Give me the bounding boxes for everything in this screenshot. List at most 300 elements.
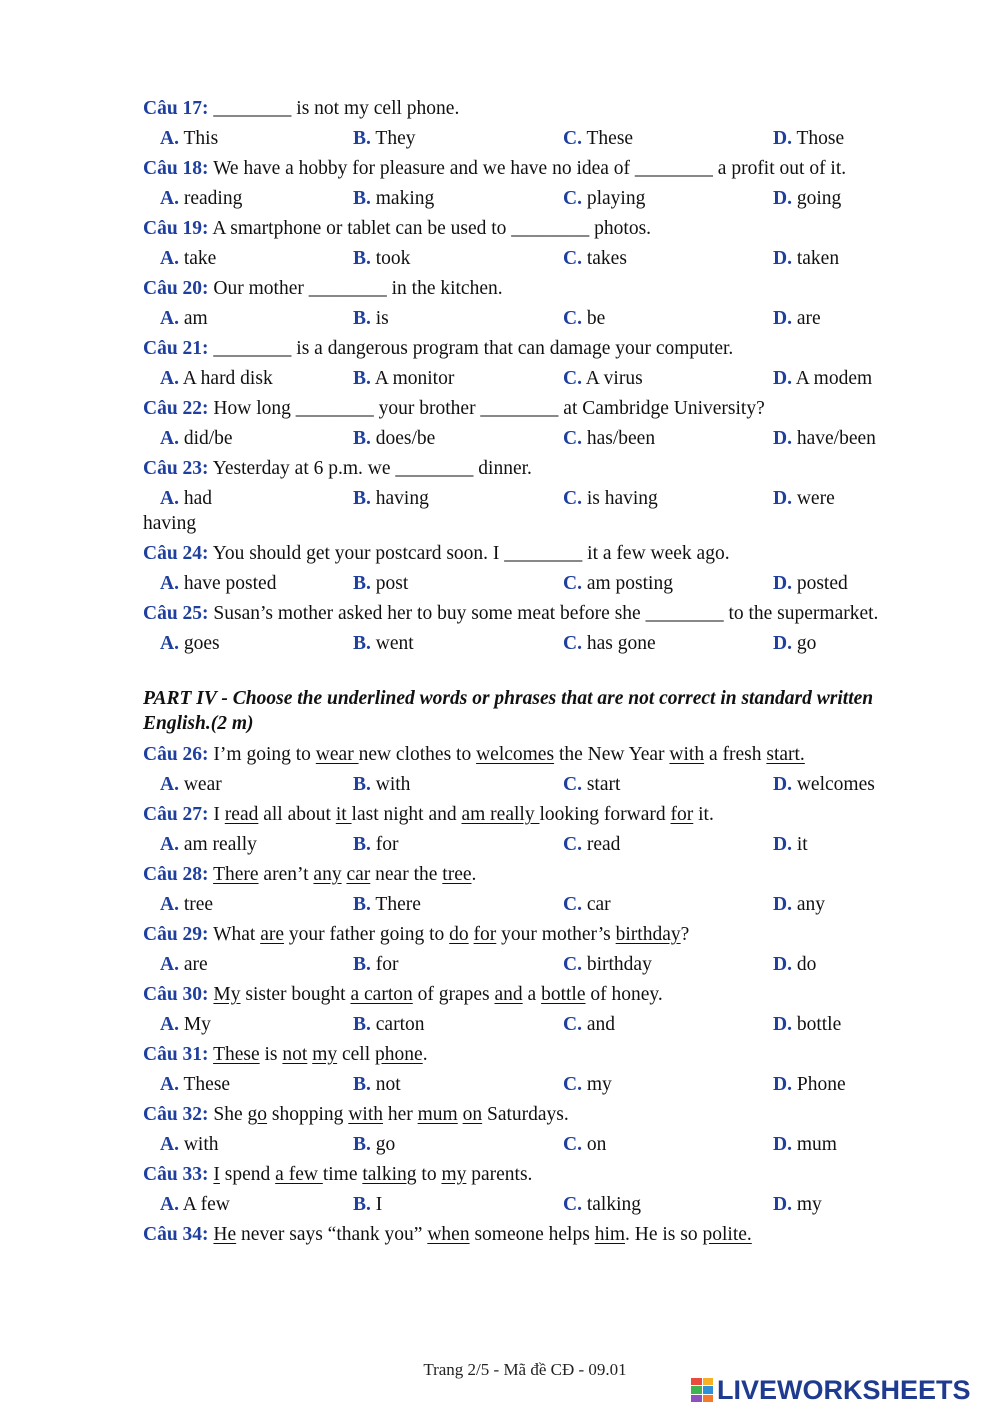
question-number: Câu 29: [143,924,209,945]
sentence-text: time [322,1164,363,1185]
logo-square [691,1395,702,1402]
question-stem [143,862,913,887]
liveworksheets-logo-icon [691,1378,713,1402]
sentence-text: . [471,864,477,885]
option-text: Phone [796,1074,846,1095]
option-text: went [375,633,414,654]
option-letter: A. [160,368,179,389]
question-20 [143,276,913,331]
answer-option-b[interactable] [353,306,563,331]
question-text: ________ is not my cell phone. [213,98,460,119]
option-letter: A. [160,834,179,855]
answer-option-c[interactable] [563,832,773,857]
question-text: ________ is a dangerous program that can damage your computer. [213,338,734,359]
option-text: with [183,1134,219,1155]
underlined-phrase: my [312,1044,338,1065]
answer-option-b[interactable] [353,426,563,451]
sentence-text: a [522,984,542,1005]
question-stem [143,922,913,947]
option-letter: B. [353,1074,371,1095]
page-footer: Trang 2/5 - Mã đề CĐ - 09.01 [423,1360,627,1379]
underlined-phrase: wear [315,744,359,765]
answer-option-c[interactable] [563,1192,773,1217]
part4-title: PART IV - Choose the underlined words or phrases that are not correct in standard written English.(2 m) [143,688,874,734]
options-row [143,366,913,391]
option-letter: B. [353,633,371,654]
option-text: birthday [586,954,652,975]
question-number: Câu 18: [143,158,209,179]
answer-option-b[interactable] [353,952,563,977]
option-letter: B. [353,488,371,509]
option-text: has gone [586,633,656,654]
question-stem [143,396,913,421]
question-stem [143,1042,913,1067]
sentence-text: . He is so [625,1224,703,1245]
option-letter: D. [773,428,792,449]
option-text: not [375,1074,401,1095]
option-letter: D. [773,1134,792,1155]
part4-questions [143,742,913,1247]
underlined-phrase: birthday [615,924,681,945]
option-text: A hard disk [182,368,273,389]
question-number: Câu 26: [143,744,209,765]
option-letter: A. [160,1014,179,1035]
sentence-text: your father going to [284,924,450,945]
option-letter: C. [563,428,582,449]
answer-option-b[interactable] [353,486,563,511]
answer-option-b[interactable] [353,832,563,857]
question-28 [143,862,913,917]
option-text: having [375,488,429,509]
sentence-text: of honey. [585,984,663,1005]
option-letter: A. [160,188,179,209]
option-text: post [375,573,409,594]
answer-option-b[interactable] [353,1192,563,1217]
option-text: This [183,128,219,149]
options-row [143,186,913,211]
options-row [143,892,913,917]
question-17 [143,96,913,151]
option-text: I [375,1194,383,1215]
option-text: have/been [796,428,876,449]
answer-option-b[interactable] [353,1132,563,1157]
question-number: Câu 25: [143,603,209,624]
answer-option-c[interactable] [563,186,773,211]
sentence-text: it. [693,804,714,825]
option-text: making [375,188,435,209]
sentence-text: . [422,1044,428,1065]
answer-option-a[interactable] [143,186,353,211]
options-row [143,1192,913,1217]
question-stem [143,742,913,767]
option-text: Those [796,128,845,149]
option-text: taken [796,248,840,269]
option-letter: A. [160,308,179,329]
options-row [143,1132,913,1157]
option-text: any [796,894,825,915]
option-letter: D. [773,368,792,389]
answer-option-b[interactable] [353,631,563,656]
question-19 [143,216,913,271]
question-number: Câu 20: [143,278,209,299]
option-letter: B. [353,428,371,449]
option-letter: B. [353,1014,371,1035]
option-letter: A. [160,248,179,269]
answer-option-a[interactable] [143,366,353,391]
answer-option-d[interactable] [773,1072,913,1097]
sentence-text: sister bought [240,984,351,1005]
answer-option-b[interactable] [353,772,563,797]
answer-option-d[interactable] [773,952,913,977]
option-text: has/been [586,428,656,449]
option-letter: A. [160,573,179,594]
answer-option-b[interactable] [353,571,563,596]
question-text: We have a hobby for pleasure and we have no idea of ________ a profit out of it. [213,158,847,179]
option-text: These [586,128,634,149]
underlined-phrase: talking [362,1164,417,1185]
sentence-text: cell [337,1044,376,1065]
option-text: talking [586,1194,642,1215]
answer-option-d[interactable] [773,246,913,271]
underlined-phrase: with [348,1104,383,1125]
sentence-text: I [213,804,225,825]
answer-option-c[interactable] [563,486,773,511]
option-letter: C. [563,774,582,795]
answer-option-d[interactable] [773,126,913,151]
sentence-text: to [416,1164,442,1185]
answer-option-d[interactable] [773,631,913,656]
answer-option-c[interactable] [563,772,773,797]
underlined-phrase: These [213,1044,260,1065]
sentence-text: What [213,924,261,945]
option-text: read [586,834,621,855]
option-text: My [183,1014,211,1035]
question-23 [143,456,913,536]
answer-option-c[interactable] [563,1132,773,1157]
answer-option-c[interactable] [563,1012,773,1037]
option-text: They [375,128,416,149]
option-text: reading [183,188,243,209]
options-row [143,306,913,331]
option-letter: D. [773,248,792,269]
answer-option-a[interactable] [143,426,353,451]
sentence-text: last night and [351,804,462,825]
option-text: posted [796,573,848,594]
sentence-text: all about [258,804,336,825]
option-text: A virus [585,368,643,389]
underlined-phrase: There [213,864,259,885]
question-stem [143,982,913,1007]
answer-option-d[interactable] [773,366,913,391]
option-text: wear [183,774,222,795]
underlined-phrase: read [224,804,259,825]
options-row [143,1012,913,1037]
question-stem [143,336,913,361]
underlined-phrase: not [282,1044,308,1065]
answer-option-d[interactable] [773,186,913,211]
option-letter: B. [353,368,371,389]
option-text: am posting [586,573,673,594]
logo-square [703,1395,714,1402]
answer-option-c[interactable] [563,631,773,656]
answer-option-c[interactable] [563,426,773,451]
option-text: is having [586,488,658,509]
question-number: Câu 27: [143,804,209,825]
question-stem [143,1102,913,1127]
question-stem [143,601,913,626]
sentence-text: your mother’s [496,924,616,945]
answer-option-c[interactable] [563,952,773,977]
answer-option-c[interactable] [563,126,773,151]
answer-option-a[interactable] [143,126,353,151]
sentence-text: spend [219,1164,276,1185]
underlined-phrase: polite. [702,1224,752,1245]
option-letter: D. [773,774,792,795]
part3-questions [143,96,913,656]
option-letter: B. [353,1194,371,1215]
option-letter: B. [353,308,371,329]
question-number: Câu 34: [143,1224,209,1245]
options-row [143,1072,913,1097]
answer-option-a[interactable] [143,772,353,797]
answer-option-c[interactable] [563,1072,773,1097]
answer-option-a[interactable] [143,631,353,656]
question-stem [143,96,913,121]
underlined-phrase: a few [275,1164,323,1185]
answer-option-b[interactable] [353,366,563,391]
answer-option-d[interactable] [773,306,913,331]
option-letter: C. [563,573,582,594]
answer-option-b[interactable] [353,246,563,271]
option-letter: B. [353,248,371,269]
underlined-phrase: bottle [541,984,586,1005]
sentence-text: near the [370,864,443,885]
sentence-text: aren’t [258,864,314,885]
option-wrap-text: having [143,513,197,534]
option-text: did/be [183,428,233,449]
option-letter: D. [773,188,792,209]
underlined-phrase: it [335,804,352,825]
option-text: tree [183,894,214,915]
option-letter: A. [160,1194,179,1215]
answer-option-c[interactable] [563,571,773,596]
option-text: car [586,894,611,915]
options-row [143,486,913,511]
option-text: There [375,894,421,915]
answer-option-d[interactable] [773,486,913,511]
sentence-text: I’m going to [213,744,316,765]
question-21 [143,336,913,391]
underlined-phrase: my [441,1164,467,1185]
answer-option-d[interactable] [773,892,913,917]
option-text: are [183,954,208,975]
answer-option-a[interactable] [143,892,353,917]
option-letter: C. [563,1014,582,1035]
sentence-text: her [382,1104,418,1125]
sentence-text: Saturdays. [482,1104,569,1125]
question-24 [143,541,913,596]
answer-option-d[interactable] [773,571,913,596]
options-row [143,631,913,656]
underlined-phrase: for [670,804,694,825]
option-letter: A. [160,128,179,149]
option-letter: D. [773,954,792,975]
option-letter: A. [160,488,179,509]
option-letter: D. [773,1074,792,1095]
sentence-text: looking forward [539,804,671,825]
underlined-phrase: car [346,864,371,885]
options-row [143,126,913,151]
option-text: had [183,488,212,509]
sentence-text: parents. [466,1164,533,1185]
answer-option-c[interactable] [563,246,773,271]
option-letter: D. [773,573,792,594]
option-letter: B. [353,954,371,975]
option-text: go [375,1134,396,1155]
question-text: Yesterday at 6 p.m. we ________ dinner. [212,458,532,479]
option-text: playing [586,188,646,209]
sentence-text: never says “thank you” [236,1224,428,1245]
option-letter: C. [563,633,582,654]
answer-option-d[interactable] [773,1132,913,1157]
option-text: takes [586,248,627,269]
sentence-text: new clothes to [358,744,477,765]
options-row [143,832,913,857]
option-letter: C. [563,308,582,329]
option-letter: D. [773,633,792,654]
answer-option-a[interactable] [143,832,353,857]
option-letter: A. [160,1074,179,1095]
question-22 [143,396,913,451]
question-32 [143,1102,913,1157]
option-text: go [796,633,817,654]
option-letter: A. [160,954,179,975]
option-text: are [796,308,821,329]
logo-square [703,1386,714,1393]
question-number: Câu 32: [143,1104,209,1125]
question-30 [143,982,913,1037]
logo-square [703,1378,714,1385]
question-number: Câu 21: [143,338,209,359]
underlined-phrase: phone [375,1044,423,1065]
answer-option-c[interactable] [563,306,773,331]
answer-option-b[interactable] [353,1012,563,1037]
answer-option-a[interactable] [143,952,353,977]
question-stem [143,156,913,181]
option-text: mum [796,1134,837,1155]
option-letter: C. [563,248,582,269]
underlined-phrase: mum [417,1104,458,1125]
answer-option-d[interactable] [773,426,913,451]
options-row [143,952,913,977]
option-letter: A. [160,428,179,449]
option-letter: C. [563,1074,582,1095]
answer-option-d[interactable] [773,1192,913,1217]
question-29 [143,922,913,977]
underlined-phrase: start. [766,744,805,765]
option-text: be [586,308,606,329]
underlined-phrase: when [427,1224,470,1245]
option-letter: D. [773,1014,792,1035]
answer-option-a[interactable] [143,1012,353,1037]
liveworksheets-brand[interactable] [691,1375,971,1405]
option-text: it [796,834,808,855]
option-letter: D. [773,1194,792,1215]
underlined-phrase: a carton [350,984,413,1005]
option-text: A monitor [374,368,455,389]
brand-name: LIVEWORKSHEETS [717,1374,971,1405]
option-text: A modem [795,368,873,389]
question-number: Câu 17: [143,98,209,119]
answer-option-a[interactable] [143,246,353,271]
answer-option-b[interactable] [353,126,563,151]
answer-option-d[interactable] [773,772,913,797]
option-text: my [796,1194,822,1215]
underlined-phrase: go [247,1104,268,1125]
answer-option-d[interactable] [773,832,913,857]
question-stem [143,216,913,241]
question-text: Our mother ________ in the kitchen. [213,278,503,299]
option-text: on [586,1134,607,1155]
underlined-phrase: do [449,924,469,945]
question-31 [143,1042,913,1097]
answer-option-c[interactable] [563,892,773,917]
options-row [143,426,913,451]
option-letter: A. [160,774,179,795]
question-text: A smartphone or tablet can be used to ________ photos. [212,218,652,239]
answer-option-a[interactable] [143,571,353,596]
option-letter: C. [563,834,582,855]
answer-option-a[interactable] [143,1072,353,1097]
answer-option-a[interactable] [143,1192,353,1217]
option-letter: D. [773,308,792,329]
underlined-phrase: welcomes [476,744,555,765]
question-stem [143,1222,913,1247]
underlined-phrase: for [473,924,497,945]
option-letter: D. [773,894,792,915]
answer-option-b[interactable] [353,892,563,917]
option-letter: C. [563,128,582,149]
sentence-text: ? [680,924,690,945]
underlined-phrase: He [213,1224,237,1245]
question-26 [143,742,913,797]
option-text: for [375,834,399,855]
answer-option-a[interactable] [143,306,353,331]
question-number: Câu 30: [143,984,209,1005]
option-letter: B. [353,188,371,209]
option-text: took [375,248,411,269]
answer-option-a[interactable] [143,486,353,511]
option-letter: C. [563,488,582,509]
question-number: Câu 23: [143,458,209,479]
sentence-text: She [213,1104,248,1125]
answer-option-a[interactable] [143,1132,353,1157]
option-text: my [586,1074,612,1095]
underlined-phrase: any [313,864,342,885]
option-letter: B. [353,834,371,855]
answer-option-c[interactable] [563,366,773,391]
answer-option-d[interactable] [773,1012,913,1037]
question-text: You should get your postcard soon. I ________ it a few week ago. [212,543,730,564]
question-text: Susan’s mother asked her to buy some meat before she ________ to the supermarket. [213,603,879,624]
option-letter: B. [353,128,371,149]
question-18 [143,156,913,211]
answer-option-b[interactable] [353,186,563,211]
option-letter: C. [563,894,582,915]
worksheet-page [143,96,913,1252]
answer-option-b[interactable] [353,1072,563,1097]
underlined-phrase: I [213,1164,220,1185]
